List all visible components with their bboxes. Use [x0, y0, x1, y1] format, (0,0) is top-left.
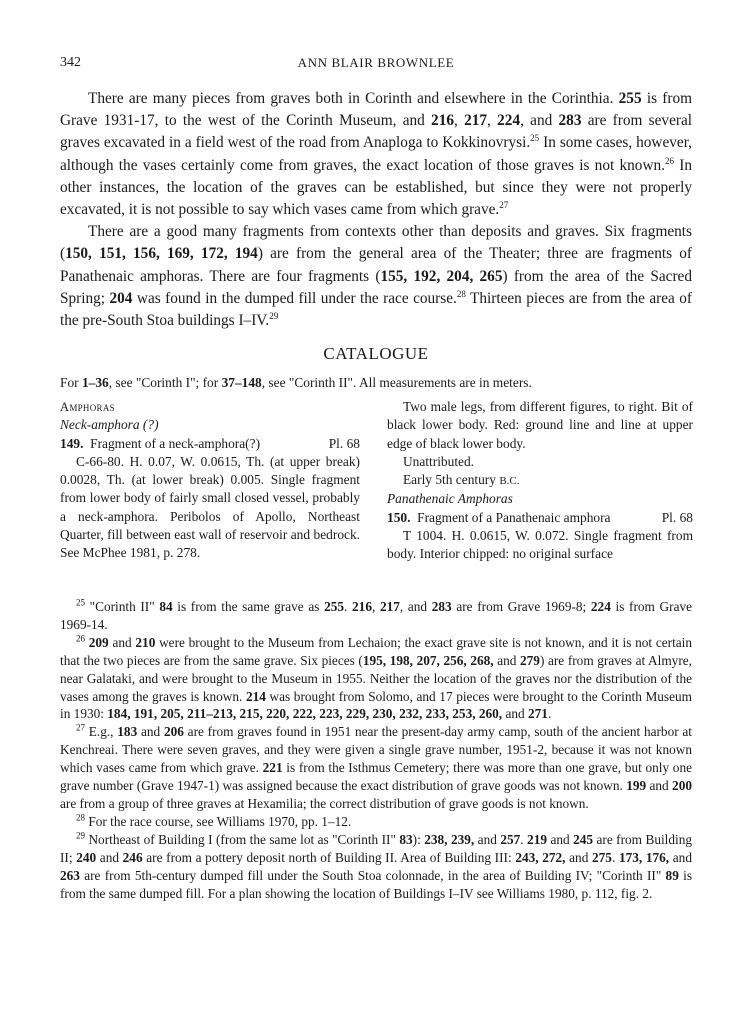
entry-attribution: Unattributed.	[403, 453, 475, 469]
entry-description: Two male legs, from different figures, to right. Bit of black lower body. Red: ground line and line at upper edge of black lower body.	[387, 399, 693, 451]
paragraph-contexts: There are a good many fragments from contexts other than deposits and graves. Six fragments (150, 151, 156, 169, 172, 194) are from the general area of the Theater; three are fragments of Panathenaic amphoras. There are four fragments (155, 192, 204, 265) from the area of the Sacred Spring; 204 was found in the dumped fill under the race course.$^{28}$ Thirteen pieces are from the area of the pre-South Stoa buildings I–IV.$^{29}$	[60, 223, 693, 330]
entry-date: Early 5th century B.C.	[403, 472, 520, 488]
footnote-25: $^{25}$ "Corinth II" 84 is from the same grave as 255. 216, 217, and 283 are from Grave 1969-8; 224 is from Grave 1969-14.	[60, 597, 693, 632]
page-header	[60, 55, 692, 75]
entry-number: 149.	[60, 435, 84, 451]
paragraph-graves: There are many pieces from graves both in Corinth and elsewhere in the Corinthia. 255 is from Grave 1931-17, to the west of the Corinth Museum, and 216, 217, 224, and 283 are from several graves excavated in a field west of the road from Anaploga to Kokkinovrysi.$^{25}$ In some cases, however, although the vases certainly come from graves, the exact location of those graves is not known.$^{26}$ In other instances, the location of the graves can be established, but since they were not properly excavated, it is not possible to say which vases came from which grave.$^{27}$	[60, 90, 693, 219]
entry-title: Fragment of a neck-amphora(?)	[90, 435, 261, 451]
catalogue-left-column	[60, 398, 360, 563]
section-heading: Amphoras	[60, 400, 115, 414]
footnote-ref[interactable]: 28	[456, 288, 466, 299]
catalogue-heading: CATALOGUE	[323, 344, 429, 363]
plate-ref: Pl. 68	[328, 435, 360, 451]
entry-description: T 1004. H. 0.0615, W. 0.072. Single fragment from body. Interior chipped: no original surface	[387, 528, 693, 562]
page-number: 342	[60, 55, 81, 70]
entry-description: C-66-80. H. 0.07, W. 0.0615, Th. (at upper break) 0.0028, Th. (at lower break) 0.005. Single fragment from lower body of fairly small closed vessel, probably a neck-amphora. Peribolos of Apollo, Northeast Quarter, fill between east wall of reservoir and bedrock. See McPhee 1981, p. 278.	[60, 453, 360, 561]
subsection-heading: Panathenaic Amphoras	[387, 491, 513, 507]
footnote-ref[interactable]: 27	[499, 199, 509, 210]
footnote-27: $^{27}$ E.g., 183 and 206 are from graves found in 1951 near the present-day army camp, south of the ancient harbor at Kenchreai. There were seven graves, and they were given a single grave number, 1951-2, because it was not known which vases came from which grave. 221 is from the Isthmus Cemetery; there was more than one grave, but only one grave number (Grave 1947-1) was assigned because the exact distribution of grave goods was not known. 199 and 200 are from a group of three graves at Hexamilia; the correct distribution of grave goods is not known.	[60, 722, 692, 811]
catalogue-entry-150	[387, 509, 693, 527]
running-head: ANN BLAIR BROWNLEE	[297, 55, 455, 70]
catalogue-entry-149	[60, 435, 360, 453]
footnote-29: $^{29}$ Northeast of Building I (from the same lot as "Corinth II" 83): 238, 239, and 257. 219 and 245 are from Building II; 240 and 246 are from a pottery deposit north of Building II. Area of Building III: 243, 272, and 275. 173, 176, and 263 are from 5th-century dumped fill under the South Stoa colonnade, in the area of Building IV; "Corinth II" 89 is from the same dumped fill. For a plan showing the location of Buildings I–IV see Williams 1980, p. 112, fig. 2.	[60, 830, 692, 901]
footnotes	[60, 598, 692, 902]
subsection-heading: Neck-amphora (?)	[60, 417, 159, 433]
catalogue-intro: For 1–36, see "Corinth I"; for 37–148, see "Corinth II". All measurements are in meters.	[60, 375, 532, 390]
footnote-ref[interactable]: 26	[664, 155, 674, 166]
footnote-26: $^{26}$ 209 and 210 were brought to the Museum from Lechaion; the exact grave site is not known, and it is not certain that the two pieces are from the same grave. Six pieces (195, 198, 207, 256, 268, and 279) are from graves at Almyre, near Galataki, and were brought to the Museum in 1955. Neither the location of the graves nor the distribution of the vases among the graves is known. 214 was brought from Solomo, and 17 pieces were brought to the Corinth Museum in 1930: 184, 191, 205, 211–213, 215, 220, 222, 223, 229, 230, 232, 233, 253, 260, and 271.	[60, 633, 693, 722]
entry-title: Fragment of a Panathenaic amphora	[417, 509, 611, 525]
plate-ref: Pl. 68	[661, 509, 693, 525]
catalogue-right-column	[387, 398, 693, 564]
body-text	[60, 88, 692, 332]
entry-number: 150.	[387, 509, 411, 525]
footnote-ref[interactable]: 25	[530, 133, 540, 144]
footnote-28: $^{28}$ For the race course, see Williams 1970, pp. 1–12.	[76, 812, 352, 829]
footnote-ref[interactable]: 29	[269, 310, 279, 321]
